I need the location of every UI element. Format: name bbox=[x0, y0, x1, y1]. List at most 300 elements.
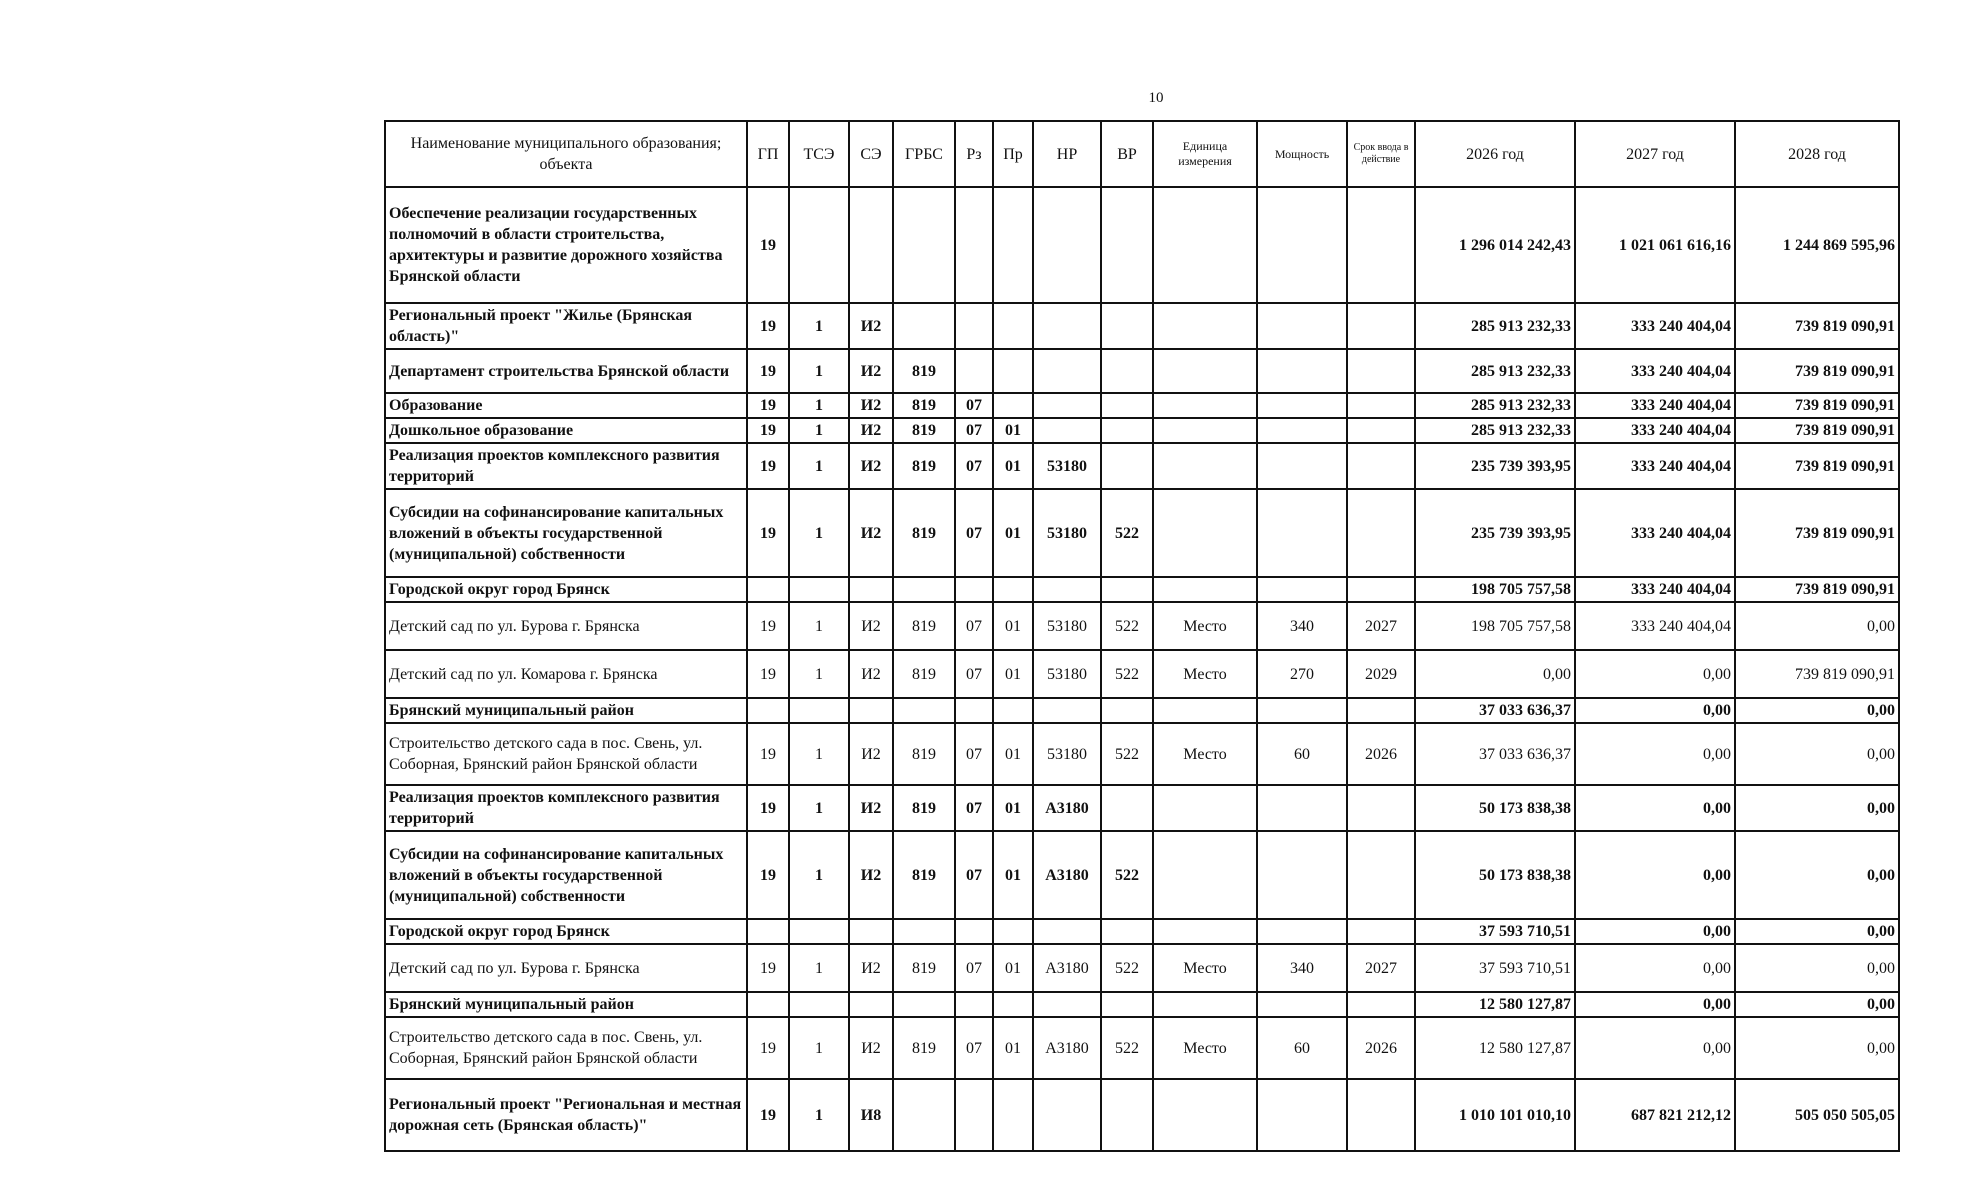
cell-se: И2 bbox=[849, 489, 893, 577]
cell-pr bbox=[993, 393, 1033, 418]
cell-y2028: 0,00 bbox=[1735, 698, 1899, 723]
cell-unit bbox=[1153, 1079, 1257, 1151]
cell-pr: 01 bbox=[993, 785, 1033, 831]
table-row bbox=[385, 393, 1899, 418]
cell-y2026: 37 033 636,37 bbox=[1415, 698, 1575, 723]
cell-tse bbox=[789, 992, 849, 1017]
page-number: 10 bbox=[1148, 90, 1164, 106]
cell-grbs: 819 bbox=[893, 393, 955, 418]
table-row bbox=[385, 831, 1899, 919]
cell-pr: 01 bbox=[993, 650, 1033, 698]
cell-y2028: 1 244 869 595,96 bbox=[1735, 187, 1899, 303]
row-name-cell: Субсидии на софинансирование капитальных вложений в объекты государственной (муниципальной) собственности bbox=[385, 831, 747, 919]
cell-grbs: 819 bbox=[893, 602, 955, 650]
cell-vr: 522 bbox=[1101, 602, 1153, 650]
cell-nr bbox=[1033, 418, 1101, 443]
row-name-cell: Субсидии на софинансирование капитальных вложений в объекты государственной (муниципальной) собственности bbox=[385, 489, 747, 577]
cell-y2026: 285 913 232,33 bbox=[1415, 418, 1575, 443]
cell-y2026: 0,00 bbox=[1415, 650, 1575, 698]
cell-y2026: 285 913 232,33 bbox=[1415, 303, 1575, 349]
cell-gp: 19 bbox=[747, 443, 789, 489]
row-name-cell: Реализация проектов комплексного развития территорий bbox=[385, 443, 747, 489]
cell-capacity bbox=[1257, 489, 1347, 577]
cell-capacity bbox=[1257, 577, 1347, 602]
row-name-cell: Обеспечение реализации государственных полномочий в области строительства, архитектуры и развитие дорожного хозяйства Брянской области bbox=[385, 187, 747, 303]
cell-unit: Место bbox=[1153, 602, 1257, 650]
cell-gp: 19 bbox=[747, 785, 789, 831]
table-row bbox=[385, 187, 1899, 303]
cell-y2028: 0,00 bbox=[1735, 602, 1899, 650]
cell-unit bbox=[1153, 919, 1257, 944]
cell-pr bbox=[993, 577, 1033, 602]
cell-se: И2 bbox=[849, 602, 893, 650]
cell-nr: 53180 bbox=[1033, 723, 1101, 785]
header-name: Наименование муниципального образования; объекта bbox=[385, 121, 747, 187]
cell-y2028: 739 819 090,91 bbox=[1735, 349, 1899, 393]
table-row bbox=[385, 418, 1899, 443]
cell-gp: 19 bbox=[747, 602, 789, 650]
cell-y2026: 12 580 127,87 bbox=[1415, 1017, 1575, 1079]
cell-vr bbox=[1101, 919, 1153, 944]
table-row bbox=[385, 303, 1899, 349]
cell-vr bbox=[1101, 698, 1153, 723]
cell-grbs: 819 bbox=[893, 723, 955, 785]
cell-pr: 01 bbox=[993, 831, 1033, 919]
cell-capacity bbox=[1257, 698, 1347, 723]
cell-term: 2026 bbox=[1347, 1017, 1415, 1079]
cell-se bbox=[849, 577, 893, 602]
cell-y2028: 505 050 505,05 bbox=[1735, 1079, 1899, 1151]
cell-gp: 19 bbox=[747, 650, 789, 698]
cell-pr: 01 bbox=[993, 944, 1033, 992]
cell-unit bbox=[1153, 393, 1257, 418]
cell-y2027: 0,00 bbox=[1575, 723, 1735, 785]
row-name-cell: Детский сад по ул. Бурова г. Брянска bbox=[385, 944, 747, 992]
header-nr: НР bbox=[1033, 121, 1101, 187]
cell-se: И2 bbox=[849, 349, 893, 393]
cell-y2026: 235 739 393,95 bbox=[1415, 489, 1575, 577]
cell-term: 2029 bbox=[1347, 650, 1415, 698]
cell-se: И2 bbox=[849, 785, 893, 831]
cell-vr: 522 bbox=[1101, 1017, 1153, 1079]
cell-pr bbox=[993, 919, 1033, 944]
cell-y2028: 739 819 090,91 bbox=[1735, 418, 1899, 443]
cell-term: 2027 bbox=[1347, 944, 1415, 992]
cell-term bbox=[1347, 698, 1415, 723]
cell-nr bbox=[1033, 393, 1101, 418]
cell-y2028: 0,00 bbox=[1735, 944, 1899, 992]
cell-grbs: 819 bbox=[893, 489, 955, 577]
cell-vr: 522 bbox=[1101, 944, 1153, 992]
cell-vr bbox=[1101, 349, 1153, 393]
cell-vr: 522 bbox=[1101, 831, 1153, 919]
cell-term bbox=[1347, 992, 1415, 1017]
cell-rz bbox=[955, 992, 993, 1017]
cell-tse bbox=[789, 187, 849, 303]
cell-y2028: 739 819 090,91 bbox=[1735, 489, 1899, 577]
cell-gp bbox=[747, 698, 789, 723]
cell-se bbox=[849, 919, 893, 944]
cell-nr bbox=[1033, 187, 1101, 303]
cell-unit bbox=[1153, 443, 1257, 489]
header-grbs: ГРБС bbox=[893, 121, 955, 187]
table-row bbox=[385, 992, 1899, 1017]
cell-tse bbox=[789, 919, 849, 944]
cell-term: 2027 bbox=[1347, 602, 1415, 650]
cell-y2027: 0,00 bbox=[1575, 698, 1735, 723]
budget-table bbox=[384, 120, 1900, 1152]
header-2028: 2028 год bbox=[1735, 121, 1899, 187]
cell-term bbox=[1347, 1079, 1415, 1151]
row-name-cell: Образование bbox=[385, 393, 747, 418]
cell-capacity bbox=[1257, 831, 1347, 919]
cell-y2028: 739 819 090,91 bbox=[1735, 577, 1899, 602]
cell-tse: 1 bbox=[789, 418, 849, 443]
header-se: СЭ bbox=[849, 121, 893, 187]
row-name-cell: Детский сад по ул. Бурова г. Брянска bbox=[385, 602, 747, 650]
header-2027: 2027 год bbox=[1575, 121, 1735, 187]
cell-y2026: 37 593 710,51 bbox=[1415, 944, 1575, 992]
cell-se: И2 bbox=[849, 393, 893, 418]
cell-capacity bbox=[1257, 1079, 1347, 1151]
cell-capacity bbox=[1257, 303, 1347, 349]
cell-term bbox=[1347, 303, 1415, 349]
cell-pr bbox=[993, 303, 1033, 349]
cell-se bbox=[849, 992, 893, 1017]
cell-se: И2 bbox=[849, 650, 893, 698]
cell-gp: 19 bbox=[747, 831, 789, 919]
cell-nr: 53180 bbox=[1033, 650, 1101, 698]
cell-grbs: 819 bbox=[893, 650, 955, 698]
cell-nr: 53180 bbox=[1033, 489, 1101, 577]
cell-grbs: 819 bbox=[893, 944, 955, 992]
cell-gp: 19 bbox=[747, 723, 789, 785]
cell-gp bbox=[747, 992, 789, 1017]
cell-capacity: 60 bbox=[1257, 723, 1347, 785]
cell-vr bbox=[1101, 1079, 1153, 1151]
cell-y2027: 0,00 bbox=[1575, 944, 1735, 992]
cell-term bbox=[1347, 443, 1415, 489]
cell-y2028: 0,00 bbox=[1735, 785, 1899, 831]
cell-y2027: 0,00 bbox=[1575, 1017, 1735, 1079]
cell-gp: 19 bbox=[747, 187, 789, 303]
cell-unit: Место bbox=[1153, 944, 1257, 992]
cell-tse: 1 bbox=[789, 1017, 849, 1079]
cell-y2028: 0,00 bbox=[1735, 831, 1899, 919]
cell-y2027: 333 240 404,04 bbox=[1575, 602, 1735, 650]
table-row bbox=[385, 602, 1899, 650]
cell-y2028: 739 819 090,91 bbox=[1735, 650, 1899, 698]
cell-capacity bbox=[1257, 393, 1347, 418]
cell-unit bbox=[1153, 187, 1257, 303]
cell-pr bbox=[993, 349, 1033, 393]
cell-y2026: 37 593 710,51 bbox=[1415, 919, 1575, 944]
cell-pr bbox=[993, 992, 1033, 1017]
cell-grbs: 819 bbox=[893, 443, 955, 489]
cell-y2026: 198 705 757,58 bbox=[1415, 602, 1575, 650]
cell-rz bbox=[955, 919, 993, 944]
cell-capacity bbox=[1257, 785, 1347, 831]
row-name-cell: Детский сад по ул. Комарова г. Брянска bbox=[385, 650, 747, 698]
cell-nr: А3180 bbox=[1033, 944, 1101, 992]
cell-tse: 1 bbox=[789, 349, 849, 393]
cell-capacity: 270 bbox=[1257, 650, 1347, 698]
cell-capacity: 340 bbox=[1257, 944, 1347, 992]
cell-rz bbox=[955, 698, 993, 723]
cell-rz bbox=[955, 1079, 993, 1151]
cell-pr: 01 bbox=[993, 489, 1033, 577]
header-vr: ВР bbox=[1101, 121, 1153, 187]
table-body bbox=[385, 187, 1899, 1151]
table-row bbox=[385, 349, 1899, 393]
cell-grbs bbox=[893, 698, 955, 723]
table-row bbox=[385, 443, 1899, 489]
cell-y2027: 0,00 bbox=[1575, 919, 1735, 944]
cell-nr: 53180 bbox=[1033, 443, 1101, 489]
cell-se: И2 bbox=[849, 944, 893, 992]
cell-nr: А3180 bbox=[1033, 1017, 1101, 1079]
cell-y2027: 333 240 404,04 bbox=[1575, 393, 1735, 418]
cell-nr bbox=[1033, 919, 1101, 944]
row-name-cell: Брянский муниципальный район bbox=[385, 992, 747, 1017]
cell-rz: 07 bbox=[955, 723, 993, 785]
cell-y2026: 235 739 393,95 bbox=[1415, 443, 1575, 489]
cell-rz: 07 bbox=[955, 785, 993, 831]
cell-tse: 1 bbox=[789, 602, 849, 650]
cell-gp bbox=[747, 919, 789, 944]
cell-unit: Место bbox=[1153, 1017, 1257, 1079]
header-unit: Единица измерения bbox=[1153, 121, 1257, 187]
header-row bbox=[385, 121, 1899, 187]
cell-grbs bbox=[893, 303, 955, 349]
table-row bbox=[385, 650, 1899, 698]
cell-vr bbox=[1101, 303, 1153, 349]
cell-y2027: 333 240 404,04 bbox=[1575, 443, 1735, 489]
cell-gp: 19 bbox=[747, 1017, 789, 1079]
cell-y2027: 0,00 bbox=[1575, 992, 1735, 1017]
cell-y2027: 0,00 bbox=[1575, 785, 1735, 831]
cell-rz: 07 bbox=[955, 944, 993, 992]
table-row bbox=[385, 723, 1899, 785]
cell-vr bbox=[1101, 187, 1153, 303]
cell-rz: 07 bbox=[955, 1017, 993, 1079]
cell-gp: 19 bbox=[747, 489, 789, 577]
cell-tse: 1 bbox=[789, 443, 849, 489]
cell-tse: 1 bbox=[789, 489, 849, 577]
cell-unit: Место bbox=[1153, 723, 1257, 785]
cell-unit bbox=[1153, 303, 1257, 349]
cell-unit bbox=[1153, 418, 1257, 443]
cell-vr bbox=[1101, 443, 1153, 489]
cell-term bbox=[1347, 187, 1415, 303]
table-row bbox=[385, 1079, 1899, 1151]
cell-rz: 07 bbox=[955, 831, 993, 919]
row-name-cell: Дошкольное образование bbox=[385, 418, 747, 443]
cell-term bbox=[1347, 785, 1415, 831]
cell-tse: 1 bbox=[789, 723, 849, 785]
cell-capacity bbox=[1257, 919, 1347, 944]
cell-pr bbox=[993, 1079, 1033, 1151]
row-name-cell: Строительство детского сада в пос. Свень, ул. Соборная, Брянский район Брянской области bbox=[385, 1017, 747, 1079]
cell-nr: А3180 bbox=[1033, 785, 1101, 831]
cell-pr bbox=[993, 698, 1033, 723]
row-name-cell: Брянский муниципальный район bbox=[385, 698, 747, 723]
cell-rz bbox=[955, 349, 993, 393]
cell-pr: 01 bbox=[993, 723, 1033, 785]
cell-nr bbox=[1033, 349, 1101, 393]
cell-rz: 07 bbox=[955, 489, 993, 577]
cell-gp bbox=[747, 577, 789, 602]
cell-y2026: 37 033 636,37 bbox=[1415, 723, 1575, 785]
cell-tse bbox=[789, 577, 849, 602]
cell-vr: 522 bbox=[1101, 650, 1153, 698]
cell-vr bbox=[1101, 393, 1153, 418]
cell-pr: 01 bbox=[993, 1017, 1033, 1079]
cell-se: И2 bbox=[849, 303, 893, 349]
cell-grbs bbox=[893, 577, 955, 602]
table-row bbox=[385, 489, 1899, 577]
cell-y2026: 285 913 232,33 bbox=[1415, 349, 1575, 393]
cell-unit bbox=[1153, 831, 1257, 919]
cell-tse: 1 bbox=[789, 785, 849, 831]
cell-y2027: 1 021 061 616,16 bbox=[1575, 187, 1735, 303]
cell-nr bbox=[1033, 1079, 1101, 1151]
cell-capacity: 60 bbox=[1257, 1017, 1347, 1079]
cell-y2026: 285 913 232,33 bbox=[1415, 393, 1575, 418]
cell-term: 2026 bbox=[1347, 723, 1415, 785]
cell-se: И2 bbox=[849, 831, 893, 919]
cell-capacity bbox=[1257, 418, 1347, 443]
cell-se: И2 bbox=[849, 1017, 893, 1079]
row-name-cell: Городской округ город Брянск bbox=[385, 577, 747, 602]
cell-y2026: 50 173 838,38 bbox=[1415, 785, 1575, 831]
cell-tse: 1 bbox=[789, 650, 849, 698]
cell-term bbox=[1347, 577, 1415, 602]
cell-vr bbox=[1101, 418, 1153, 443]
cell-grbs: 819 bbox=[893, 1017, 955, 1079]
cell-nr bbox=[1033, 303, 1101, 349]
row-name-cell: Строительство детского сада в пос. Свень, ул. Соборная, Брянский район Брянской области bbox=[385, 723, 747, 785]
table-row bbox=[385, 944, 1899, 992]
cell-y2028: 739 819 090,91 bbox=[1735, 393, 1899, 418]
cell-rz bbox=[955, 577, 993, 602]
cell-grbs bbox=[893, 992, 955, 1017]
cell-term bbox=[1347, 831, 1415, 919]
cell-vr: 522 bbox=[1101, 489, 1153, 577]
cell-vr bbox=[1101, 992, 1153, 1017]
cell-tse: 1 bbox=[789, 393, 849, 418]
cell-term bbox=[1347, 418, 1415, 443]
cell-rz: 07 bbox=[955, 393, 993, 418]
cell-gp: 19 bbox=[747, 944, 789, 992]
cell-capacity bbox=[1257, 443, 1347, 489]
cell-y2028: 0,00 bbox=[1735, 992, 1899, 1017]
cell-unit bbox=[1153, 698, 1257, 723]
cell-se: И2 bbox=[849, 723, 893, 785]
cell-nr: 53180 bbox=[1033, 602, 1101, 650]
cell-term bbox=[1347, 919, 1415, 944]
cell-grbs bbox=[893, 1079, 955, 1151]
cell-pr: 01 bbox=[993, 418, 1033, 443]
cell-nr bbox=[1033, 577, 1101, 602]
cell-y2028: 0,00 bbox=[1735, 723, 1899, 785]
cell-pr bbox=[993, 187, 1033, 303]
cell-y2026: 12 580 127,87 bbox=[1415, 992, 1575, 1017]
cell-grbs: 819 bbox=[893, 831, 955, 919]
cell-y2027: 333 240 404,04 bbox=[1575, 577, 1735, 602]
header-rz: Рз bbox=[955, 121, 993, 187]
cell-y2026: 1 010 101 010,10 bbox=[1415, 1079, 1575, 1151]
table-row bbox=[385, 1017, 1899, 1079]
cell-tse: 1 bbox=[789, 831, 849, 919]
cell-rz: 07 bbox=[955, 443, 993, 489]
cell-rz bbox=[955, 187, 993, 303]
cell-tse bbox=[789, 698, 849, 723]
cell-unit bbox=[1153, 349, 1257, 393]
cell-term bbox=[1347, 489, 1415, 577]
header-term: Срок ввода в действие bbox=[1347, 121, 1415, 187]
cell-y2027: 0,00 bbox=[1575, 650, 1735, 698]
table-row bbox=[385, 919, 1899, 944]
cell-grbs: 819 bbox=[893, 785, 955, 831]
header-capacity: Мощность bbox=[1257, 121, 1347, 187]
cell-term bbox=[1347, 349, 1415, 393]
cell-vr: 522 bbox=[1101, 723, 1153, 785]
cell-grbs bbox=[893, 187, 955, 303]
cell-unit bbox=[1153, 577, 1257, 602]
cell-y2027: 333 240 404,04 bbox=[1575, 303, 1735, 349]
cell-grbs: 819 bbox=[893, 418, 955, 443]
cell-unit bbox=[1153, 489, 1257, 577]
row-name-cell: Региональный проект "Региональная и местная дорожная сеть (Брянская область)" bbox=[385, 1079, 747, 1151]
cell-y2028: 0,00 bbox=[1735, 1017, 1899, 1079]
header-tse: ТСЭ bbox=[789, 121, 849, 187]
cell-capacity: 340 bbox=[1257, 602, 1347, 650]
header-2026: 2026 год bbox=[1415, 121, 1575, 187]
header-gp: ГП bbox=[747, 121, 789, 187]
cell-tse: 1 bbox=[789, 303, 849, 349]
cell-gp: 19 bbox=[747, 393, 789, 418]
row-name-cell: Департамент строительства Брянской области bbox=[385, 349, 747, 393]
cell-nr bbox=[1033, 992, 1101, 1017]
cell-tse: 1 bbox=[789, 1079, 849, 1151]
cell-se: И8 bbox=[849, 1079, 893, 1151]
cell-gp: 19 bbox=[747, 1079, 789, 1151]
cell-unit bbox=[1153, 785, 1257, 831]
cell-y2026: 1 296 014 242,43 bbox=[1415, 187, 1575, 303]
cell-y2027: 0,00 bbox=[1575, 831, 1735, 919]
cell-capacity bbox=[1257, 349, 1347, 393]
cell-se bbox=[849, 187, 893, 303]
cell-gp: 19 bbox=[747, 303, 789, 349]
table-row bbox=[385, 698, 1899, 723]
cell-vr bbox=[1101, 577, 1153, 602]
cell-gp: 19 bbox=[747, 418, 789, 443]
cell-se bbox=[849, 698, 893, 723]
cell-y2028: 739 819 090,91 bbox=[1735, 443, 1899, 489]
cell-rz: 07 bbox=[955, 650, 993, 698]
cell-gp: 19 bbox=[747, 349, 789, 393]
cell-grbs: 819 bbox=[893, 349, 955, 393]
cell-se: И2 bbox=[849, 443, 893, 489]
cell-y2026: 198 705 757,58 bbox=[1415, 577, 1575, 602]
cell-grbs bbox=[893, 919, 955, 944]
cell-rz bbox=[955, 303, 993, 349]
cell-pr: 01 bbox=[993, 602, 1033, 650]
cell-pr: 01 bbox=[993, 443, 1033, 489]
cell-capacity bbox=[1257, 187, 1347, 303]
row-name-cell: Региональный проект "Жилье (Брянская область)" bbox=[385, 303, 747, 349]
